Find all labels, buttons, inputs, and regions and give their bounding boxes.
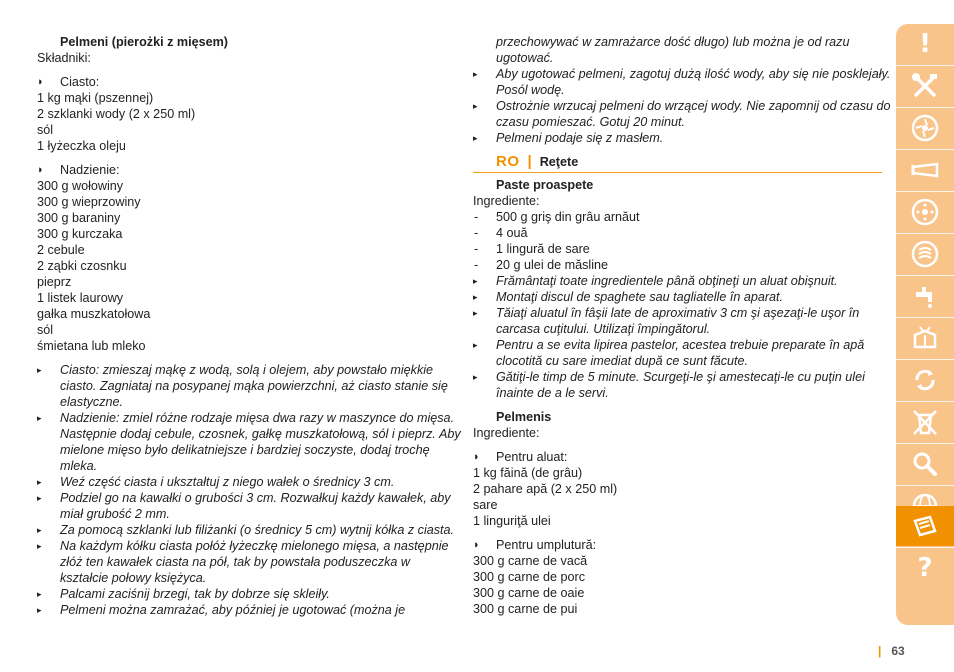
recipe-title-paste: Paste proaspete <box>496 178 594 192</box>
step-item: ▸ Aby ugotować pelmeni, zagotuj dużą ilość wody, aby się nie posklejały. Posól wodę. <box>473 67 891 97</box>
half-circle-bullet-icon: ◗ <box>37 164 44 176</box>
section-title: Reţete <box>539 155 579 169</box>
ingredient-item: 1 kg făină (de grâu) <box>473 466 583 480</box>
recipe-title-pelmenis: Pelmenis <box>496 410 552 424</box>
disc-icon-3 <box>910 239 940 269</box>
step-item: ▸ Za pomocą szklanki lub filiżanki (o średnicy 5 cm) wytnij kółka z ciasta. <box>37 523 455 537</box>
search-icon <box>910 449 940 479</box>
dash-bullet-icon: - <box>474 258 479 272</box>
triangle-bullet-icon: ▸ <box>473 133 478 143</box>
dough-label: ◗ Ciasto: <box>37 75 100 89</box>
ingredient-item: 300 g carne de porc <box>473 570 586 584</box>
step-item: ▸ Frământaţi toate ingredientele până obţineţi un aluat obişnuit. <box>473 274 838 288</box>
ingredient-item: 300 g carne de vacă <box>473 554 588 568</box>
step-item: ▸ Palcami zaciśnij brzegi, tak by dobrze się skleiły. <box>37 587 330 601</box>
continued-steps <box>473 66 891 146</box>
step-item: ▸ Na każdym kółku ciasta połóż łyżeczkę mielonego mięsa, a następnie złóż ten kawałek ciasta na pół, tak by powstała poduszeczka w kształcie połowy księżyca. <box>37 539 449 585</box>
right-column <box>473 34 891 617</box>
disc-icon-2 <box>910 197 940 227</box>
step-item: ▸ Podziel go na kawałki o grubości 3 cm. Rozwałkuj każdy kawałek, aby miał grubość 2 mm. <box>37 491 451 521</box>
ingredient-item: gałka muszkatołowa <box>37 307 151 321</box>
ingredients-label-ro: Ingrediente: <box>473 194 540 208</box>
dough-list <box>37 90 447 154</box>
ingredient-item: - 500 g griş din grâu arnăut <box>474 210 640 224</box>
tab-pusher[interactable] <box>896 150 954 190</box>
paste-ingredients-list <box>473 209 883 273</box>
step-item: ▸ Ciasto: zmieszaj mąkę z wodą, solą i olejem, aby powstało miękkie ciasto. Zagniataj na posypanej mąka powierzchni, aż ciasto stanie się elastyczne. <box>37 363 448 409</box>
ingredient-item: 300 g carne de pui <box>473 602 578 616</box>
ingredient-item: sól <box>37 123 54 137</box>
step-item: ▸ Nadzienie: zmiel różne rodzaje mięsa dwa razy w maszynce do mięsa. Następnie dodaj cebule, czosnek, gałkę muszkatołową, sól i pieprz. Aby mielone mięso było delikatniejsze i bardziej soczyste, dodaj trochę mleka. <box>37 411 461 473</box>
dash-bullet-icon: - <box>474 210 479 224</box>
ingredient-item: 1 linguriţă ulei <box>473 514 551 528</box>
recipe-title-pelmeni: Pelmeni (pierożki z mięsem) <box>60 35 228 49</box>
page-number-bar: | <box>878 644 882 658</box>
triangle-bullet-icon: ▸ <box>37 365 42 375</box>
tools-icon <box>910 71 940 101</box>
step-item: ▸ Gătiţi-le timp de 5 minute. Scurgeţi-le şi amestecaţi-le cu puţin ulei înainte de a le servi. <box>473 370 865 400</box>
chapter-sidebar <box>896 24 954 625</box>
ingredient-item: 2 szklanki wody (2 x 250 ml) <box>37 107 196 121</box>
triangle-bullet-icon: ▸ <box>37 413 42 423</box>
dash-bullet-icon: - <box>474 226 479 240</box>
left-column <box>37 34 461 618</box>
step-item: ▸ Pentru a se evita lipirea pastelor, acestea trebuie preparate în apă clocotită cu sare imediat după ce sunt făcute. <box>473 338 865 368</box>
tab-disc-3[interactable] <box>896 234 954 274</box>
continued-line: przechowywać w zamrażarce dość długo) lub można je od razu <box>496 35 850 49</box>
step-item: ▸ Montaţi discul de spaghete sau tagliatelle în aparat. <box>473 290 784 304</box>
ingredient-item: 300 g wieprzowiny <box>37 195 141 209</box>
dash-bullet-icon: - <box>474 242 479 256</box>
package-icon <box>910 323 940 353</box>
triangle-bullet-icon: ▸ <box>473 308 478 318</box>
triangle-bullet-icon: ▸ <box>37 605 42 615</box>
page-number: | 63 <box>878 644 905 658</box>
filling-label: ◗ Nadzienie: <box>37 163 120 177</box>
triangle-bullet-icon: ▸ <box>37 525 42 535</box>
dough-label-ro: ◗ Pentru aluat: <box>473 450 568 464</box>
language-code: RO <box>496 153 520 170</box>
ingredient-item: 2 pahare apă (2 x 250 ml) <box>473 482 618 496</box>
recycle-bin-icon <box>910 407 940 437</box>
ingredient-item: 2 cebule <box>37 243 85 257</box>
ingredient-item: 2 ząbki czosnku <box>37 259 127 273</box>
tab-disc-1[interactable] <box>896 108 954 148</box>
tab-disc-2[interactable] <box>896 192 954 232</box>
ingredients-label-ro-2: Ingrediente: <box>473 426 540 440</box>
disc-icon <box>910 113 940 143</box>
triangle-bullet-icon: ▸ <box>473 292 478 302</box>
triangle-bullet-icon: ▸ <box>473 372 478 382</box>
step-item: ▸ Pelmeni podaje się z masłem. <box>473 131 664 145</box>
ingredient-item: - 4 ouă <box>474 226 528 240</box>
tab-water[interactable] <box>896 276 954 316</box>
step-item: ▸ Tăiaţi aluatul în fâşii late de aproximativ 3 cm şi aşezaţi-le uşor în carcasa cuţitului. Utilizaţi împingătorul. <box>473 306 860 336</box>
triangle-bullet-icon: ▸ <box>37 477 42 487</box>
recipe-icon <box>910 511 940 541</box>
filling-label-ro: ◗ Pentru umplutură: <box>473 538 597 552</box>
pusher-icon <box>910 155 940 185</box>
half-circle-bullet-icon: ◗ <box>473 451 480 463</box>
tab-package[interactable] <box>896 318 954 358</box>
ingredient-item: 300 g kurczaka <box>37 227 123 241</box>
tab-search[interactable] <box>896 444 954 484</box>
section-header-ro <box>473 154 882 173</box>
tab-safety[interactable] <box>896 24 954 64</box>
tap-icon <box>910 281 940 311</box>
half-circle-bullet-icon: ◗ <box>473 539 480 551</box>
steps-list <box>37 362 461 618</box>
paste-steps-list <box>473 273 883 401</box>
ingredient-item: - 1 lingură de sare <box>474 242 590 256</box>
ingredient-item: 1 łyżeczka oleju <box>37 139 126 153</box>
aluat-list <box>473 465 883 529</box>
step-item: ▸ Pelmeni można zamrażać, aby później je ugotować (można je <box>37 603 406 617</box>
exclamation-icon: ! <box>919 29 931 59</box>
ingredient-item: sól <box>37 323 54 337</box>
ingredient-item: 1 kg mąki (pszennej) <box>37 91 154 105</box>
triangle-bullet-icon: ▸ <box>473 340 478 350</box>
ingredients-label: Składniki: <box>37 51 91 65</box>
half-circle-bullet-icon: ◗ <box>37 76 44 88</box>
tab-recycle[interactable] <box>896 402 954 442</box>
triangle-bullet-icon: ▸ <box>37 589 42 599</box>
continued-text <box>473 34 883 66</box>
continued-line: ugotować. <box>496 51 554 65</box>
tab-tools[interactable] <box>896 66 954 106</box>
tab-recipes[interactable] <box>896 506 954 546</box>
triangle-bullet-icon: ▸ <box>37 493 42 503</box>
triangle-bullet-icon: ▸ <box>473 276 478 286</box>
ingredient-item: 300 g wołowiny <box>37 179 124 193</box>
section-separator: | <box>527 153 532 170</box>
ingredient-item: 300 g baraniny <box>37 211 121 225</box>
tab-help[interactable] <box>896 548 954 588</box>
umplutura-list <box>473 553 883 617</box>
step-item: ▸ Ostrożnie wrzucaj pelmeni do wrzącej wody. Nie zapomnij od czasu do czasu pomieszać. Gotuj 20 minut. <box>473 99 891 129</box>
ingredient-item: śmietana lub mleko <box>37 339 146 353</box>
ingredient-item: pieprz <box>37 275 72 289</box>
triangle-bullet-icon: ▸ <box>473 101 478 111</box>
ingredient-item: sare <box>473 498 498 512</box>
question-icon: ? <box>917 553 933 583</box>
tab-cycle[interactable] <box>896 360 954 400</box>
ingredient-item: 1 listek laurowy <box>37 291 124 305</box>
triangle-bullet-icon: ▸ <box>37 541 42 551</box>
step-item: ▸ Weź część ciasta i ukształtuj z niego wałek o średnicy 3 cm. <box>37 475 395 489</box>
triangle-bullet-icon: ▸ <box>473 69 478 79</box>
ingredient-item: - 20 g ulei de măsline <box>474 258 609 272</box>
filling-list <box>37 178 447 354</box>
cycle-icon <box>910 365 940 395</box>
ingredient-item: 300 g carne de oaie <box>473 586 585 600</box>
